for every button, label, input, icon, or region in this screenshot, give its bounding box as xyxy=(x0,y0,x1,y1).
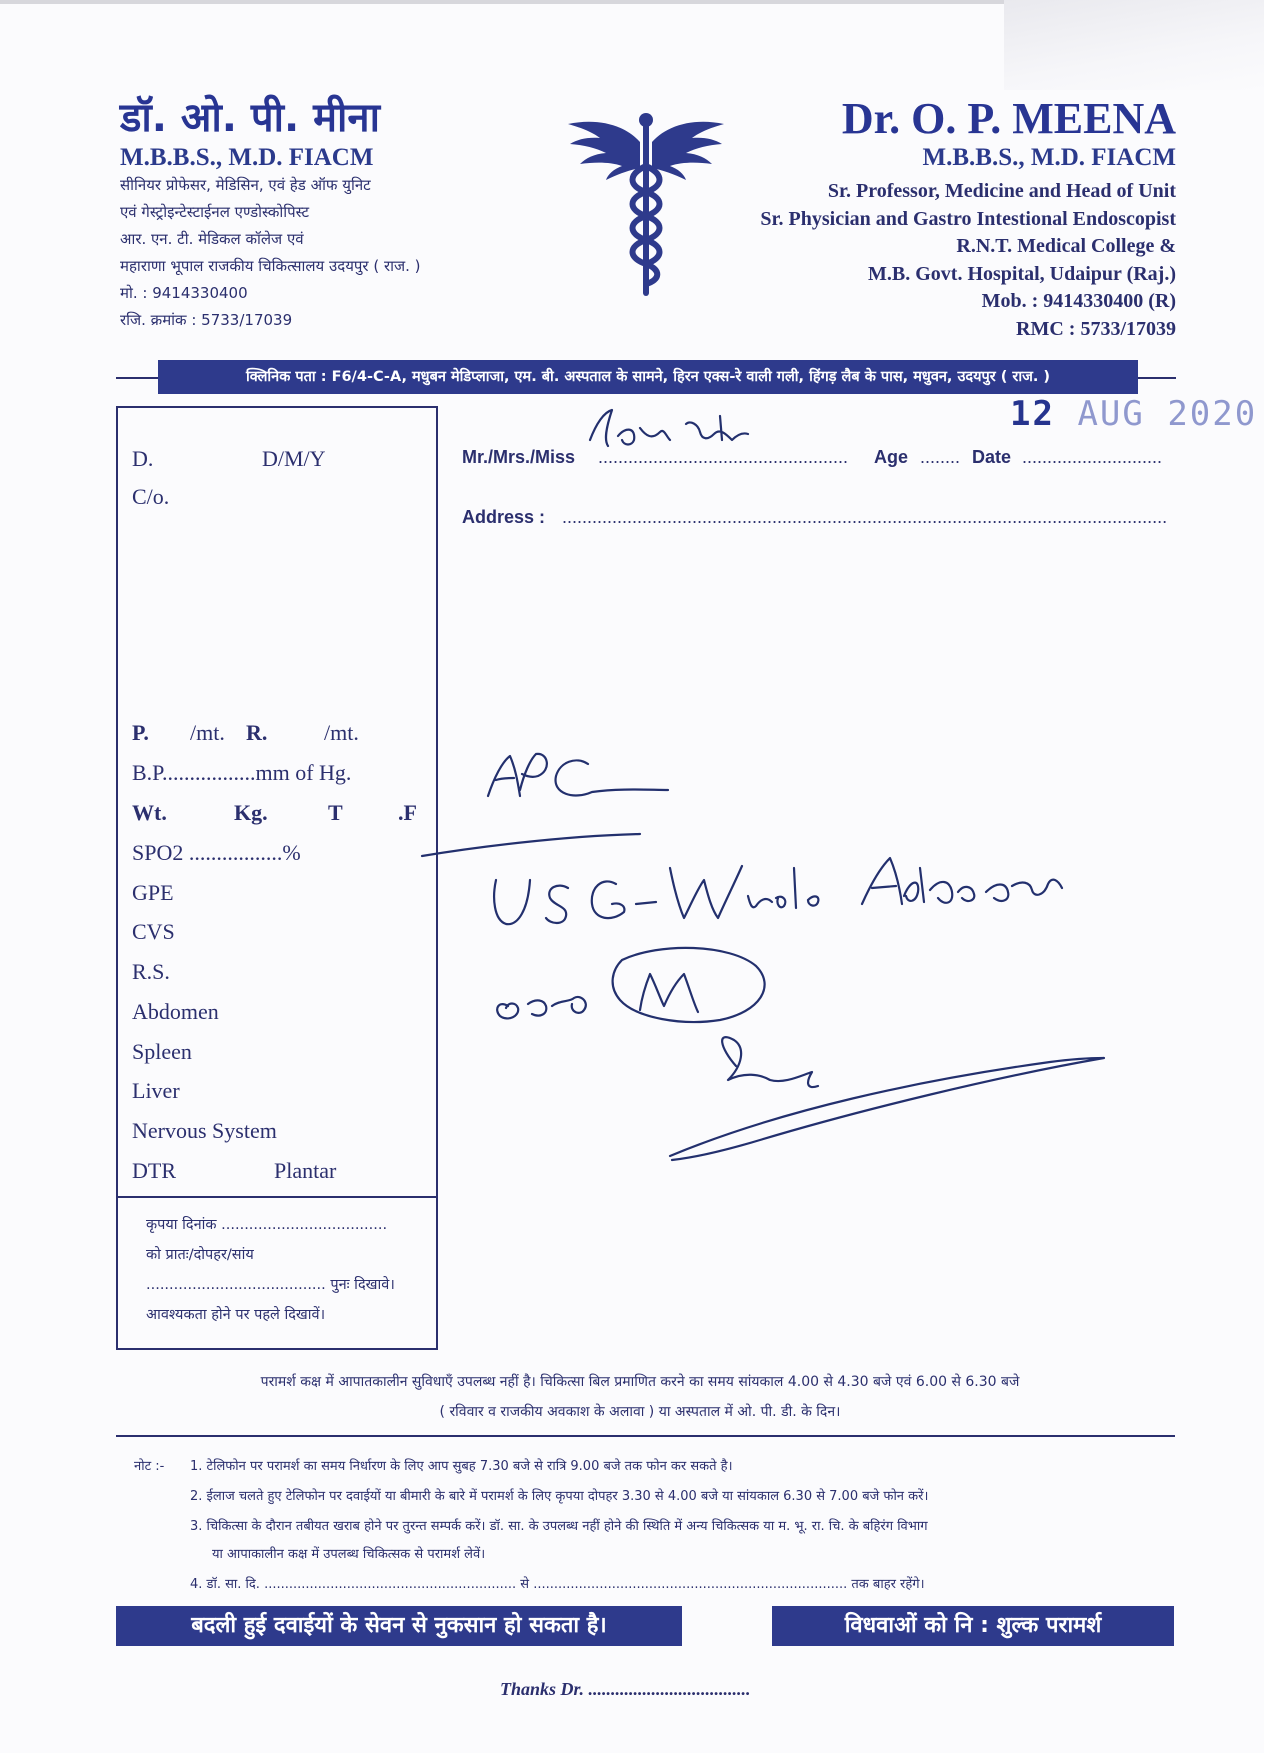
exam-spleen-label: Spleen xyxy=(132,1039,192,1064)
exam-bp-label: B.P.................mm of Hg. xyxy=(132,760,352,785)
exam-rs-label: R.S. xyxy=(132,959,170,984)
revisit-time-line: को प्रातः/दोपहर/सांय xyxy=(146,1247,254,1263)
notice-line-2: ( रविवार व राजकीय अवकाश के अलावा ) या अस्पताल में ओ. पी. डी. के दिन। xyxy=(439,1404,841,1420)
date-field[interactable]: ............................ xyxy=(1022,447,1163,467)
exam-spo2-label: SPO2 .................% xyxy=(132,840,301,865)
note-item-3-cont: या आपाकालीन कक्ष में उपलब्ध चिकित्सक से परामर्श लेवें। xyxy=(212,1547,486,1562)
exam-co-label: C/o. xyxy=(132,484,170,509)
revisit-show-line: ....................................... पुनः दिखावे। xyxy=(146,1277,395,1293)
revisit-need-line: आवश्यकता होने पर पहले दिखावें। xyxy=(146,1307,326,1323)
doctor-name-hindi: डॉ. ओ. पी. मीना xyxy=(120,95,380,141)
exam-pulse-label: P. xyxy=(132,720,149,745)
exam-resp-label: R. xyxy=(246,720,268,745)
address-field[interactable]: ......................................................................................................................... xyxy=(562,507,1168,527)
handwriting-signature xyxy=(722,1037,818,1087)
banner-medicine-warning: बदली हुई दवाईयों के सेवन से नुकसान हो सकता है। xyxy=(116,1606,682,1646)
exam-abdomen-label: Abdomen xyxy=(132,999,219,1024)
exam-plantar-label: Plantar xyxy=(274,1158,337,1183)
date-label: Date xyxy=(972,447,1012,467)
exam-nervous-label: Nervous System xyxy=(132,1118,277,1143)
exam-liver-label: Liver xyxy=(132,1078,180,1103)
exam-pulse-unit: /mt. xyxy=(190,720,225,745)
exam-kg-label: Kg. xyxy=(234,800,268,825)
college-english-line: R.N.T. Medical College & xyxy=(956,235,1176,258)
handwriting-patient-name xyxy=(590,410,748,446)
address-label: Address : xyxy=(462,507,546,527)
designation-english-line: Sr. Professor, Medicine and Head of Unit xyxy=(827,180,1176,203)
college-hindi-line: आर. एन. टी. मेडिकल कॉलेज एवं xyxy=(120,230,304,248)
patient-name-label: Mr./Mrs./Miss xyxy=(462,447,576,467)
footer-rule xyxy=(116,1435,1175,1437)
clinic-address-bar: क्लिनिक पता : F6/4-C-A, मधुबन मेडिप्लाजा, एम. बी. अस्पताल के सामने, हिरन एक्स-रे वाली गली, हिंगड़ लैब के पास, मधुवन, उदयपुर ( राज. ) xyxy=(158,360,1138,394)
handwriting-ors xyxy=(497,997,586,1019)
handwriting-whole xyxy=(670,866,818,918)
handwriting-usg xyxy=(494,880,624,924)
banner-free-consultation: विधवाओं को नि : शुल्क परामर्श xyxy=(772,1606,1174,1646)
exam-gpe-label: GPE xyxy=(132,880,174,905)
exam-cvs-label: CVS xyxy=(132,919,175,944)
mobile-hindi-line: मो. : 9414330400 xyxy=(120,284,248,302)
stamp-month-year: AUG 2020 xyxy=(1077,394,1258,434)
patient-name-field[interactable]: .................................................. xyxy=(598,447,849,467)
stamp-day: 12 xyxy=(1010,394,1055,434)
registration-english-line: RMC : 5733/17039 xyxy=(1016,317,1176,340)
degree-left: M.B.B.S., M.D. FIACM xyxy=(120,144,374,171)
exam-dtr-label: DTR xyxy=(132,1158,176,1183)
designation-english-line: Sr. Physician and Gastro Intestional Endoscopist xyxy=(760,207,1176,230)
age-field[interactable]: ........ xyxy=(920,447,961,467)
handwriting-m xyxy=(640,974,698,1012)
age-label: Age xyxy=(874,447,909,467)
mobile-english-line: Mob. : 9414330400 (R) xyxy=(981,290,1176,313)
registration-hindi-line: रजि. क्रमांक : 5733/17039 xyxy=(120,311,293,329)
revisit-date-line: कृपया दिनांक .................................... xyxy=(146,1217,388,1233)
note-item-4: 4. डॉ. सा. दि. ............................................................. से ............................................................................ तक बाहर रहेंगे। xyxy=(190,1577,925,1592)
handwriting-rule xyxy=(422,834,640,856)
note-item-1: 1. टेलिफोन पर परामर्श का समय निर्धारण के लिए आप सुबह 7.30 बजे से रात्रि 9.00 बजे तक फोन कर सकते है। xyxy=(190,1459,733,1474)
note-item-2: 2. ईलाज चलते हुए टेलिफोन पर दवाईयों या बीमारी के बारे में परामर्श के लिए कृपया दोपहर 3.30 से 4.00 बजे या सांयकाल 6.30 से 7.00 बजे फोन करें। xyxy=(190,1489,929,1504)
handwriting-apc xyxy=(488,754,668,796)
exam-fahrenheit-label: .F xyxy=(398,800,417,825)
designation-hindi-line: एवं गेस्ट्रोइन्टेस्टाईनल एण्डोस्कोपिस्ट xyxy=(120,203,310,221)
hospital-hindi-line: महाराणा भूपाल राजकीय चिकित्सालय उदयपुर ( राज. ) xyxy=(120,257,421,275)
note-item-3: 3. चिकित्सा के दौरान तबीयत खराब होने पर तुरन्त सम्पर्क करें। डॉ. सा. के उपलब्ध नहीं होने की स्थिति में अन्य चिकित्सक या म. भू. रा. चि. के बहिरंग विभाग xyxy=(190,1519,928,1534)
doctor-name-english: Dr. O. P. MEENA xyxy=(841,94,1176,143)
degree-right: M.B.B.S., M.D. FIACM xyxy=(922,144,1176,172)
exam-resp-unit: /mt. xyxy=(324,720,359,745)
handwriting-abdomen xyxy=(862,858,1062,904)
note-label: नोट :- xyxy=(134,1459,165,1474)
hospital-english-line: M.B. Govt. Hospital, Udaipur (Raj.) xyxy=(868,262,1176,285)
exam-weight-label: Wt. xyxy=(132,800,167,825)
designation-hindi-line: सीनियर प्रोफेसर, मेडिसिन, एवं हेड ऑफ युनिट xyxy=(120,176,371,194)
notice-line-1: परामर्श कक्ष में आपातकालीन सुविधाएँ उपलब्ध नहीं है। चिकित्सा बिल प्रमाणित करने का समय सांयकाल 4.00 से 4.30 बजे एवं 6.00 से 6.30 बजे xyxy=(260,1374,1020,1390)
exam-temp-label: T xyxy=(328,800,343,825)
exam-d-label: D. xyxy=(132,446,154,471)
handwriting-dash xyxy=(636,902,656,904)
thanks-dr-line: Thanks Dr. .................................... xyxy=(500,1679,751,1699)
exam-dmy-label: D/M/Y xyxy=(262,446,326,471)
